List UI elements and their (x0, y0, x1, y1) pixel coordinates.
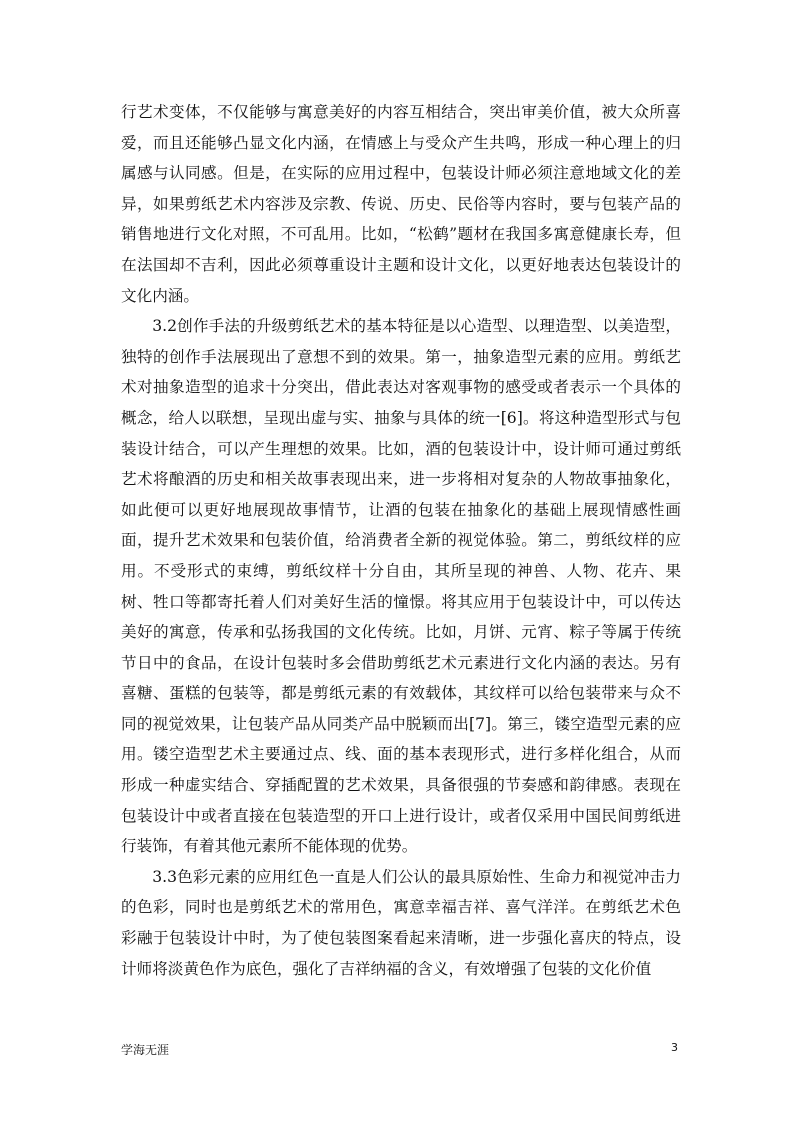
paragraph-section-3-3: 3.3色彩元素的应用红色一直是人们公认的最具原始性、生命力和视觉冲击力的色彩，同时也是剪纸艺术的常用色，寓意幸福吉祥、喜气洋洋。在剪纸艺术色彩融于包装设计中时，为了使包装图案看起来清晰，进一步强化喜庆的特点，设计师将淡黄色作为底色，强化了吉祥纳福的含义，有效增强了包装的文化价值 (121, 867, 681, 978)
page-number: 3 (671, 1041, 678, 1054)
paragraph-section-3-2: 3.2创作手法的升级剪纸艺术的基本特征是以心造型、以理造型、以美造型，独特的创作手法展现出了意想不到的效果。第一，抽象造型元素的应用。剪纸艺术对抽象造型的追求十分突出，借此表达对客观事物的感受或者表示一个具体的概念，给人以联想，呈现出虚与实、抽象与具体的统一[6]。将这种造型形式与包装设计结合，可以产生理想的效果。比如，酒的包装设计中，设计师可通过剪纸艺术将酿酒的历史和相关故事表现出来，进一步将相对复杂的人物故事抽象化，如此便可以更好地展现故事情节，让酒的包装在抽象化的基础上展现情感性画面，提升艺术效果和包装价值，给消费者全新的视觉体验。第二，剪纸纹样的应用。不受形式的束缚，剪纸纹样十分自由，其所呈现的神兽、人物、花卉、果树、牲口等都寄托着人们对美好生活的憧憬。将其应用于包装设计中，可以传达美好的寓意，传承和弘扬我国的文化传统。比如，月饼、元宵、粽子等属于传统节日中的食品，在设计包装时多会借助剪纸艺术元素进行文化内涵的表达。另有喜糖、蛋糕的包装等，都是剪纸元素的有效载体，其纹样可以给包装带来与众不同的视觉效果，让包装产品从同类产品中脱颖而出[7]。第三，镂空造型元素的应用。镂空造型艺术主要通过点、线、面的基本表现形式，进行多样化组合，从而形成一种虚实结合、穿插配置的艺术效果，具备很强的节奏感和韵律感。表现在包装设计中或者直接在包装造型的开口上进行设计，或者仅采用中国民间剪纸进行装饰，有着其他元素所不能体现的优势。 (121, 317, 681, 856)
footer-text: 学海无涯 (121, 1043, 170, 1057)
paragraph-continuation: 行艺术变体，不仅能够与寓意美好的内容互相结合，突出审美价值，被大众所喜爱，而且还能够凸显文化内涵，在情感上与受众产生共鸣，形成一种心理上的归属感与认同感。但是，在实际的应用过程中，包装设计师必须注意地域文化的差异，如果剪纸艺术内容涉及宗教、传说、历史、民俗等内容时，要与包装产品的销售地进行文化对照，不可乱用。比如，“松鹤”题材在我国多寓意健康长寿，但在法国却不吉利，因此必须尊重设计主题和设计文化，以更好地表达包装设计的文化内涵。 (121, 103, 681, 305)
body-text (121, 97, 681, 984)
